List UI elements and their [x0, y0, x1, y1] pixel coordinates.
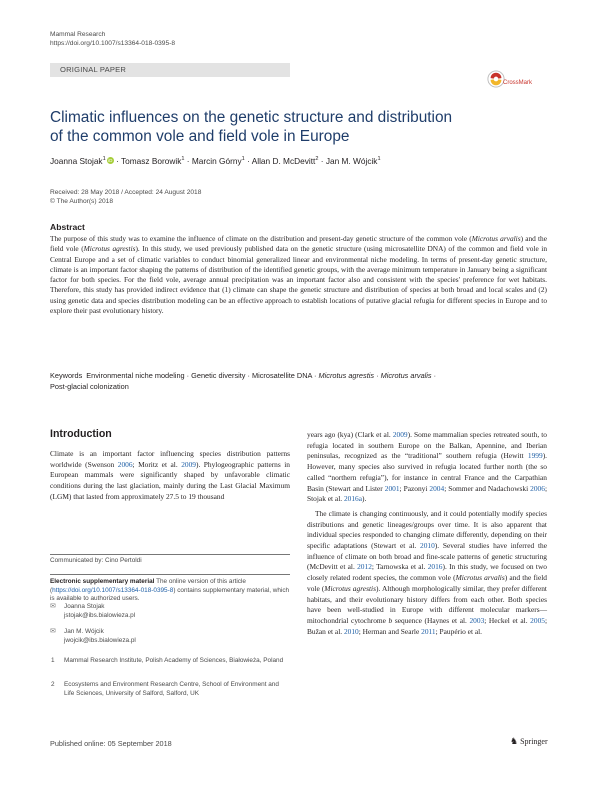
author-affiliation-ref: 1: [241, 156, 245, 163]
article-dates: [50, 188, 201, 206]
author-separator: ·: [244, 156, 252, 166]
section-heading-introduction: Introduction: [50, 428, 112, 440]
citation-link[interactable]: 2012: [357, 562, 372, 572]
title-line: of the common vole and field vole in Europe: [50, 128, 350, 145]
species-name: Microtus agrestis: [83, 244, 136, 254]
section-tag: [50, 63, 290, 77]
keywords: [50, 371, 550, 392]
abstract-part: The purpose of this study was to examine the influence of climate on the distribution and present-day genetic structure of the common vole (: [50, 234, 472, 243]
text-run: sequence (Haynes et al.: [392, 615, 470, 625]
citation-link[interactable]: 2001: [384, 483, 400, 493]
abstract-heading: Abstract: [50, 222, 85, 232]
published-online-date: Published online: 05 September 2018: [50, 739, 172, 748]
affiliation-entry: [50, 681, 290, 708]
gene-name: b: [388, 615, 393, 625]
body-column-right: [307, 430, 547, 637]
text-run: ; Tarnowska et al.: [371, 562, 428, 572]
citation-link[interactable]: 2006: [530, 483, 545, 493]
text-run: ). In this study, we focused on two closely related rodent species, the common vole (: [307, 562, 547, 583]
text-run: ) contains supplementary material, which is available to authorized users.: [50, 586, 290, 603]
citation-link[interactable]: 2009: [181, 459, 196, 469]
abstract-part: ). In this study, we used previously published data on the genetic structure (using microsatellite DNA) of the common and field vole in Central Europe and a set of climatic variables to conduct binomial generalized linear and environmental niche modeling. In terms of present-day genetic structure, climate is an important factor shaping the patterns of distribution of the identified genetic groups, with the average minimum temperature in January being a significant factor for both species. For the field vole, average annual precipitation was an important factor also and consistent with the species' preference for wet habitats. Therefore, this study has provided indirect evidence that (1) climate can shape the genetic structure and distribution of species at both broad and local scales and (2) using genetic data and species distribution modeling can be an effective approach to establish locations of putative glacial refugia for different species in Europe and to explore their past evolutionary history.: [50, 244, 547, 316]
citation-link[interactable]: 2005: [530, 615, 545, 625]
springer-horse-icon: ♞: [510, 736, 519, 746]
contact-email[interactable]: jwojcik@ibs.bialowieza.pl: [64, 636, 136, 644]
keyword: Microtus agrestis: [318, 371, 375, 380]
keyword: Environmental niche modeling: [86, 371, 185, 380]
abstract-text: [50, 234, 547, 316]
affiliation-number: 2: [51, 681, 55, 688]
paragraph: [307, 430, 547, 505]
author-separator: ·: [113, 156, 121, 166]
keyword-separator: ·: [245, 371, 252, 380]
text-run: ; Stojak et al.: [307, 483, 547, 504]
author-affiliation-ref: 1: [102, 156, 106, 163]
publisher-logo: [510, 736, 548, 747]
affiliation-number: 1: [51, 657, 55, 664]
text-run: ) and the field vole (: [307, 573, 547, 593]
section-tag-label: ORIGINAL PAPER: [60, 65, 127, 74]
copyright: © The Author(s) 2018: [50, 198, 114, 205]
author-separator: ·: [184, 156, 192, 166]
author-affiliation-ref: 2: [315, 156, 319, 163]
keyword: Microsatellite DNA: [252, 371, 312, 380]
contact-name: Jan M. Wójcik: [64, 628, 104, 635]
author-name[interactable]: Joanna Stojak: [50, 156, 103, 166]
paragraph: [307, 509, 547, 637]
author-name[interactable]: Allan D. McDevitt: [251, 156, 316, 166]
keyword-separator: ·: [312, 371, 319, 380]
citation-link[interactable]: 2009: [392, 430, 408, 439]
text-run: ; Moritz et al.: [132, 459, 182, 469]
text-run: ).: [362, 494, 367, 504]
text-run: ; Heckel et al.: [484, 615, 531, 625]
text-run: ). Some mammalian species retreated south, to refugia located in southern Europe on the Balkan, Apennine, and Iberian peninsulas, recognized as the “traditional” southern refugia (Hewitt: [307, 430, 548, 461]
title-line: Climatic influences on the genetic structure and distribution: [50, 109, 453, 126]
citation-link[interactable]: 2016: [427, 562, 443, 572]
envelope-icon: ✉: [50, 628, 56, 635]
journal-name: Mammal Research: [50, 31, 106, 38]
keyword-separator: ·: [431, 371, 437, 380]
contact-entry: [50, 628, 290, 646]
keyword: Post-glacial colonization: [50, 381, 129, 391]
affiliation-text: Ecosystems and Environment Research Centre, School of Environment and Life Sciences, University of Salford, Salford, UK: [64, 681, 279, 697]
affiliation-text: Mammal Research Institute, Polish Academy of Sciences, Białowieża, Poland: [64, 657, 284, 664]
crossmark-label: CrossMark: [503, 80, 533, 86]
keyword: Genetic diversity: [191, 371, 246, 380]
citation-link[interactable]: 2003: [469, 615, 485, 625]
publisher-name: Springer: [520, 737, 548, 746]
author-affiliation-ref: 1: [377, 156, 381, 163]
journal-doi[interactable]: https://doi.org/10.1007/s13364-018-0395-8: [50, 40, 176, 47]
species-name: Microtus arvalis: [455, 573, 505, 583]
received-accepted: Received: 28 May 2018 / Accepted: 24 August 2018: [50, 189, 202, 196]
body-column-left: [50, 449, 290, 503]
species-name: Microtus arvalis: [471, 234, 521, 243]
citation-link[interactable]: 2010: [343, 626, 359, 636]
citation-link[interactable]: 2006: [117, 459, 133, 469]
paragraph: [50, 449, 290, 503]
supplementary-material-note: [50, 574, 290, 604]
citation-link[interactable]: 2004: [429, 483, 445, 493]
text-run: ). Several studies have inferred the influence of climate on both broad and fine-scale patterns of genetic structuring (McDevitt et al.: [307, 541, 547, 572]
author-separator: ·: [318, 156, 326, 166]
contact-entry: [50, 603, 290, 621]
article-title: [50, 108, 530, 146]
communicated-by: Communicated by: Cino Pertoldi: [50, 554, 290, 564]
keyword-separator: ·: [184, 371, 192, 380]
text-run: The online version of this article (: [50, 578, 246, 594]
affiliation-entry: [50, 657, 290, 675]
esm-label: Electronic supplementary material: [50, 578, 155, 585]
esm-doi-link[interactable]: https://doi.org/10.1007/s13364-018-0395-8: [52, 586, 174, 594]
text-run: ; Bužan et al.: [307, 615, 548, 636]
citation-link[interactable]: 1999: [527, 451, 543, 461]
envelope-icon: ✉: [50, 603, 56, 610]
text-run: Climate is an important factor influencing species distribution patterns worldwide (Swenson: [50, 449, 290, 469]
text-run: ). However, many species also survived in refugia located further north (the so called “northern refugia”), for instance in central France and the Carpathian Basin (Stewart and Lister: [307, 451, 547, 493]
keywords-label: Keywords: [50, 371, 83, 380]
text-run: The climate is changing continuously, and it could potentially modify species distributions and genetic lineages/groups over time. It is also apparent that individual species responded to changing climate differently, depending on their specific adaptations (Stewart et al.: [307, 508, 547, 551]
author-name[interactable]: Jan M. Wójcik: [325, 156, 378, 166]
species-name: Microtus agrestis: [324, 583, 376, 593]
text-run: ; Pazonyi: [399, 483, 430, 493]
keyword: Microtus arvalis: [380, 371, 432, 380]
journal-header: [50, 30, 175, 48]
author-name[interactable]: Tomasz Borowik: [120, 156, 182, 166]
author-name[interactable]: Marcin Górny: [191, 156, 242, 166]
keyword-separator: ·: [374, 371, 381, 380]
text-run: ; Sommer and Nadachowski: [444, 483, 531, 493]
author-affiliation-ref: 1: [181, 156, 185, 163]
orcid-icon[interactable]: iD: [108, 158, 113, 163]
citation-link[interactable]: 2010: [420, 541, 435, 551]
text-run: ). Phylogeographic patterns in European mammals were significantly shaped by unfavorable climatic conditions during the last glaciation, mainly during the Last Glacial Maximum (LGM) that lasted from approximately 27.5 to 19 thousand: [50, 459, 290, 501]
text-run: years ago (kya) (Clark et al.: [307, 430, 393, 439]
contact-name: Joanna Stojak: [64, 603, 105, 610]
abstract-part: ) and the field vole (: [50, 234, 547, 254]
text-run: ; Herman and Searle: [358, 626, 422, 636]
citation-link[interactable]: 2016a: [343, 494, 363, 504]
contact-email[interactable]: jstojak@ibs.bialowieza.pl: [64, 611, 136, 619]
text-run: ; Paupério et al.: [435, 626, 483, 636]
text-run: ). Although morphologically similar, they prefer different habitats, and their evolutionary history differs from each other. Both species have been well-studied in Europe with different molecular markers—mitochondrial cytochrome: [307, 583, 547, 625]
author-list: [50, 156, 550, 166]
crossmark-badge[interactable]: [487, 70, 547, 98]
citation-link[interactable]: 2011: [421, 626, 436, 636]
